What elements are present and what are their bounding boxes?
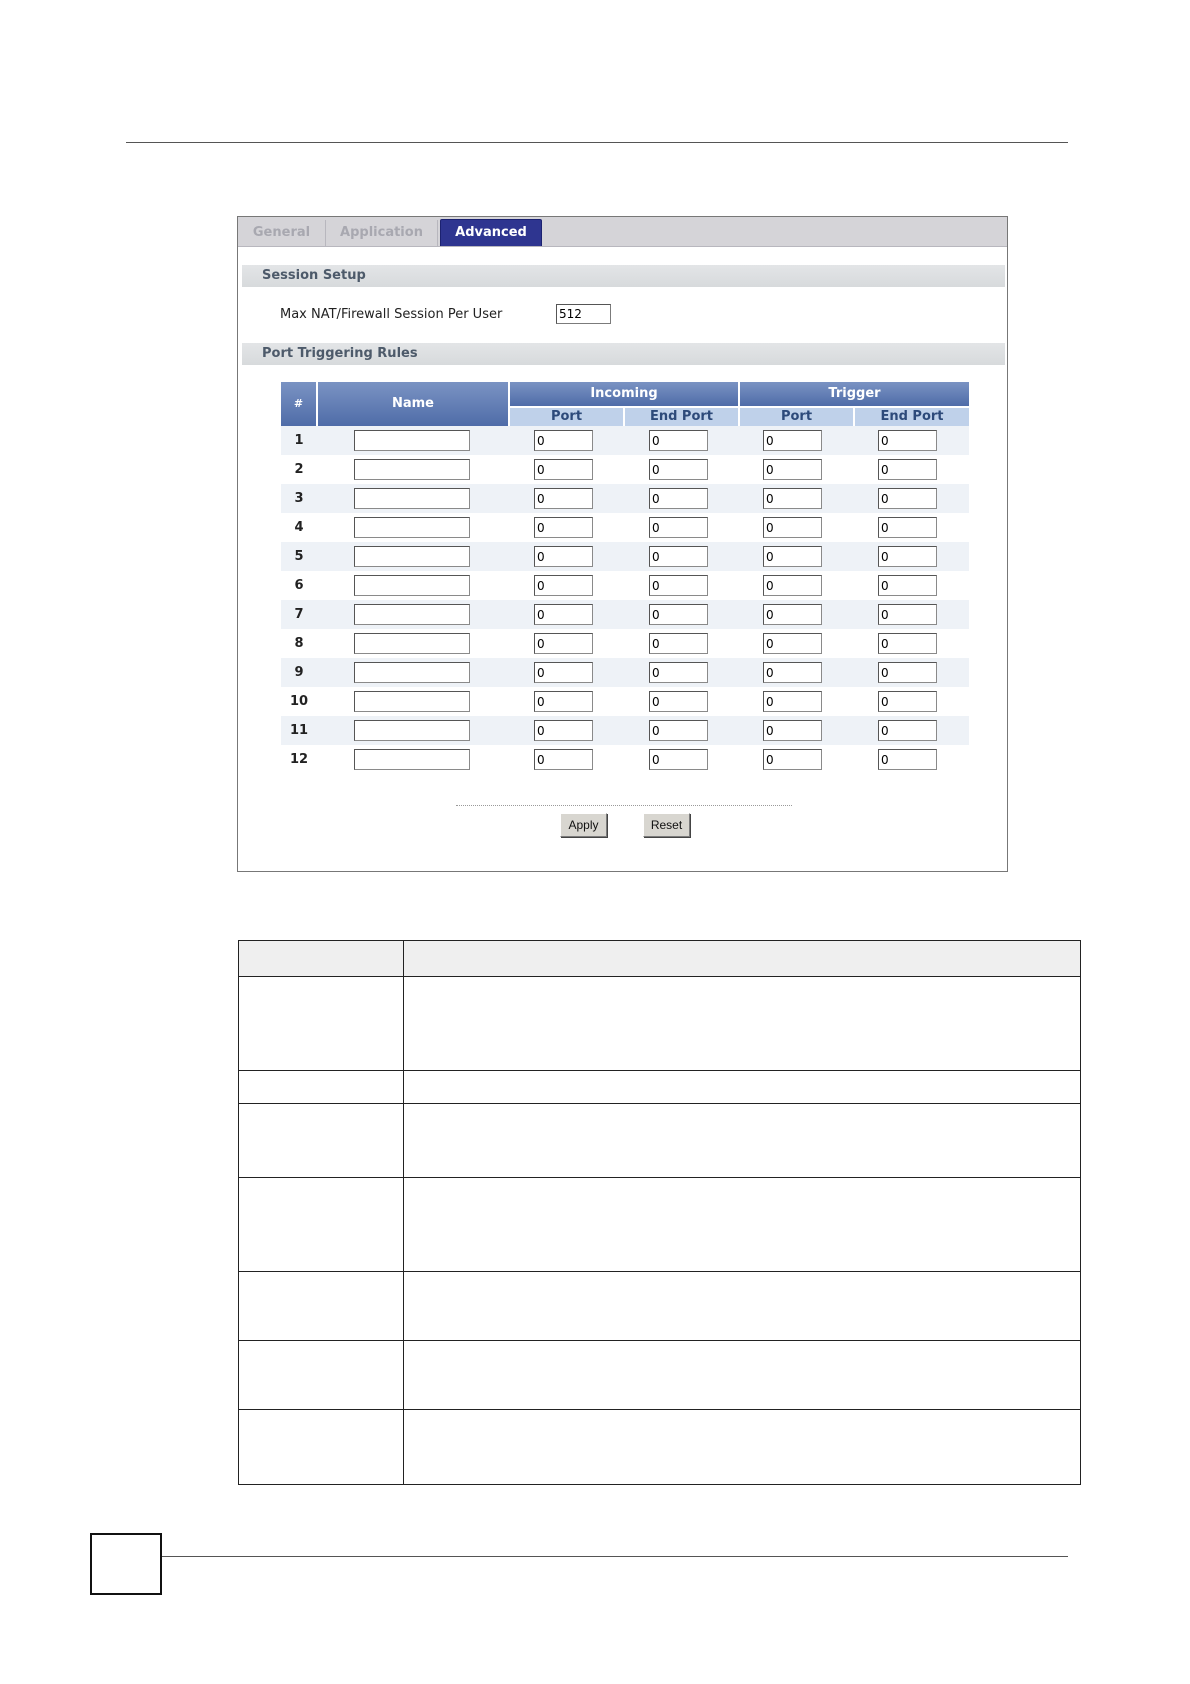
table-row xyxy=(281,629,969,658)
rule-name-input[interactable] xyxy=(354,691,470,712)
incoming-port-input[interactable] xyxy=(534,720,593,741)
col-header-incoming: Incoming xyxy=(510,382,740,406)
table-row xyxy=(281,716,969,745)
description-row-divider xyxy=(239,1409,1080,1410)
tab-application[interactable]: Application xyxy=(326,220,438,246)
trigger-end-port-input[interactable] xyxy=(878,575,937,596)
trigger-end-port-input[interactable] xyxy=(878,459,937,480)
rule-number: 1 xyxy=(294,433,304,448)
incoming-port-input[interactable] xyxy=(534,575,593,596)
incoming-port-input[interactable] xyxy=(534,430,593,451)
rule-number: 7 xyxy=(294,607,304,622)
description-row-divider xyxy=(239,1271,1080,1272)
rule-name-input[interactable] xyxy=(354,575,470,596)
table-row xyxy=(281,600,969,629)
max-session-label: Max NAT/Firewall Session Per User xyxy=(280,307,503,322)
col-header-trigger-end-port: End Port xyxy=(855,408,969,426)
field-description-table xyxy=(238,940,1081,1485)
description-row-divider xyxy=(239,1340,1080,1341)
trigger-end-port-input[interactable] xyxy=(878,633,937,654)
incoming-end-port-input[interactable] xyxy=(649,517,708,538)
description-row-divider xyxy=(239,1177,1080,1178)
incoming-end-port-input[interactable] xyxy=(649,691,708,712)
incoming-end-port-input[interactable] xyxy=(649,488,708,509)
trigger-port-input[interactable] xyxy=(763,488,822,509)
trigger-port-input[interactable] xyxy=(763,517,822,538)
table-row xyxy=(281,513,969,542)
trigger-end-port-input[interactable] xyxy=(878,662,937,683)
incoming-port-input[interactable] xyxy=(534,604,593,625)
footer-rule xyxy=(126,1556,1068,1557)
trigger-end-port-input[interactable] xyxy=(878,488,937,509)
table-row xyxy=(281,745,969,774)
header-rule xyxy=(126,142,1068,143)
max-session-input[interactable] xyxy=(556,304,611,324)
rule-number: 2 xyxy=(294,462,304,477)
trigger-end-port-input[interactable] xyxy=(878,691,937,712)
rule-name-input[interactable] xyxy=(354,604,470,625)
incoming-port-input[interactable] xyxy=(534,459,593,480)
incoming-end-port-input[interactable] xyxy=(649,749,708,770)
trigger-port-input[interactable] xyxy=(763,691,822,712)
col-header-trigger-port: Port xyxy=(740,408,855,426)
tab-bar xyxy=(238,217,1007,247)
trigger-port-input[interactable] xyxy=(763,662,822,683)
tab-general[interactable]: General xyxy=(238,220,326,246)
incoming-port-input[interactable] xyxy=(534,633,593,654)
table-row xyxy=(281,687,969,716)
description-column-divider xyxy=(403,941,404,1484)
incoming-port-input[interactable] xyxy=(534,517,593,538)
incoming-port-input[interactable] xyxy=(534,488,593,509)
trigger-port-input[interactable] xyxy=(763,749,822,770)
table-row xyxy=(281,426,969,455)
table-row xyxy=(281,484,969,513)
advanced-screen xyxy=(237,216,1008,872)
description-table-header xyxy=(239,941,1080,977)
incoming-end-port-input[interactable] xyxy=(649,633,708,654)
table-row xyxy=(281,571,969,600)
incoming-end-port-input[interactable] xyxy=(649,720,708,741)
port-triggering-heading: Port Triggering Rules xyxy=(242,343,1005,365)
trigger-end-port-input[interactable] xyxy=(878,749,937,770)
table-row xyxy=(281,658,969,687)
incoming-port-input[interactable] xyxy=(534,546,593,567)
trigger-port-input[interactable] xyxy=(763,575,822,596)
description-row-divider xyxy=(239,1070,1080,1071)
trigger-end-port-input[interactable] xyxy=(878,546,937,567)
apply-button[interactable]: Apply xyxy=(560,813,607,837)
rule-name-input[interactable] xyxy=(354,546,470,567)
rule-name-input[interactable] xyxy=(354,459,470,480)
rule-number: 6 xyxy=(294,578,304,593)
col-header-num: # xyxy=(281,382,318,426)
col-header-incoming-end-port: End Port xyxy=(625,408,740,426)
incoming-end-port-input[interactable] xyxy=(649,662,708,683)
rule-number: 12 xyxy=(289,752,309,767)
page-number-box xyxy=(90,1533,162,1595)
table-row xyxy=(281,542,969,571)
incoming-end-port-input[interactable] xyxy=(649,546,708,567)
tab-advanced[interactable]: Advanced xyxy=(440,219,542,246)
incoming-port-input[interactable] xyxy=(534,749,593,770)
rule-name-input[interactable] xyxy=(354,633,470,654)
rule-number: 3 xyxy=(294,491,304,506)
rule-number: 11 xyxy=(289,723,309,738)
rule-name-input[interactable] xyxy=(354,430,470,451)
trigger-end-port-input[interactable] xyxy=(878,720,937,741)
trigger-end-port-input[interactable] xyxy=(878,430,937,451)
table-row xyxy=(281,455,969,484)
col-header-name: Name xyxy=(318,382,510,426)
col-header-incoming-port: Port xyxy=(510,408,625,426)
incoming-end-port-input[interactable] xyxy=(649,459,708,480)
rule-number: 5 xyxy=(294,549,304,564)
description-row-divider xyxy=(239,1103,1080,1104)
trigger-port-input[interactable] xyxy=(763,604,822,625)
col-header-trigger: Trigger xyxy=(740,382,969,406)
rule-name-input[interactable] xyxy=(354,517,470,538)
rule-number: 8 xyxy=(294,636,304,651)
rule-number: 9 xyxy=(294,665,304,680)
trigger-end-port-input[interactable] xyxy=(878,604,937,625)
incoming-end-port-input[interactable] xyxy=(649,430,708,451)
trigger-port-input[interactable] xyxy=(763,546,822,567)
trigger-port-input[interactable] xyxy=(763,720,822,741)
trigger-port-input[interactable] xyxy=(763,459,822,480)
reset-button[interactable]: Reset xyxy=(643,813,690,837)
incoming-end-port-input[interactable] xyxy=(649,604,708,625)
rule-number: 4 xyxy=(294,520,304,535)
session-setup-heading: Session Setup xyxy=(242,265,1005,287)
rule-name-input[interactable] xyxy=(354,720,470,741)
button-divider xyxy=(456,805,792,806)
rule-number: 10 xyxy=(289,694,309,709)
trigger-port-input[interactable] xyxy=(763,430,822,451)
incoming-port-input[interactable] xyxy=(534,662,593,683)
rule-name-input[interactable] xyxy=(354,749,470,770)
rule-name-input[interactable] xyxy=(354,662,470,683)
incoming-port-input[interactable] xyxy=(534,691,593,712)
rule-name-input[interactable] xyxy=(354,488,470,509)
incoming-end-port-input[interactable] xyxy=(649,575,708,596)
trigger-port-input[interactable] xyxy=(763,633,822,654)
trigger-end-port-input[interactable] xyxy=(878,517,937,538)
